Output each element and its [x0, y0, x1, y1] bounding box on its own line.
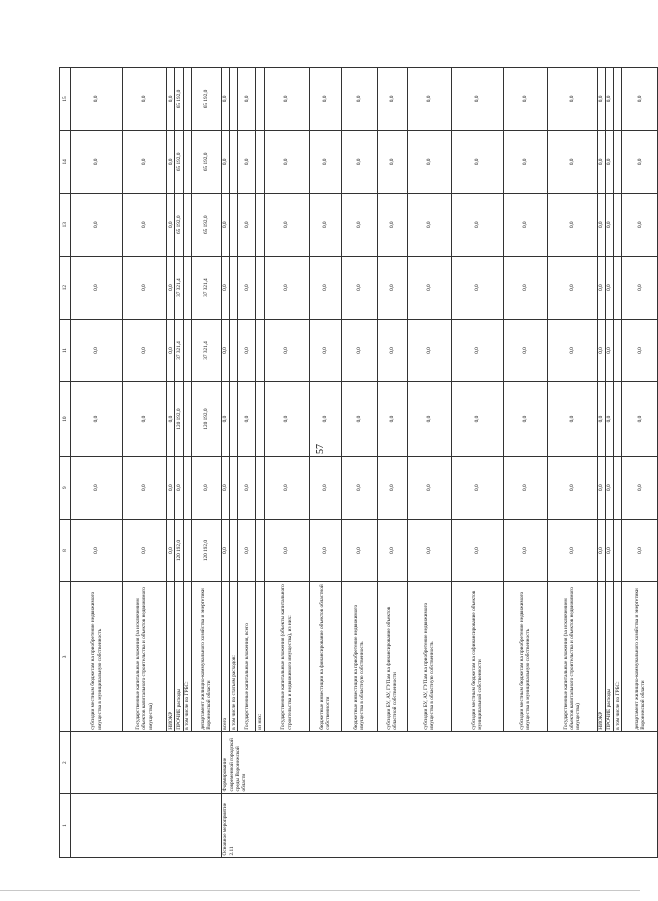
value-cell: 0,0	[175, 456, 183, 519]
value-cell	[183, 68, 191, 131]
value-cell	[230, 256, 238, 319]
expense-type-cell: департамент жилищно-коммунального хозяйства и энергетики Воронежской области	[191, 582, 221, 732]
column-header: 9	[60, 456, 71, 519]
value-cell	[183, 382, 191, 456]
value-cell: 0,0	[597, 456, 605, 519]
value-cell: 0,0	[309, 382, 341, 456]
value-cell	[183, 256, 191, 319]
value-cell	[230, 68, 238, 131]
expense-type-cell: субсидии местным бюджетам на приобретение недвижимого имущества в муниципальную собственность	[71, 582, 123, 732]
value-cell: 0,0	[123, 193, 167, 256]
table-row	[71, 68, 123, 858]
value-cell	[256, 382, 264, 456]
value-cell: 0,0	[547, 382, 597, 456]
value-cell: 0,0	[123, 130, 167, 193]
value-cell: 65 192,0	[191, 130, 221, 193]
value-cell: 0,0	[503, 382, 547, 456]
value-cell: 0,0	[341, 456, 377, 519]
value-cell: 0,0	[605, 193, 613, 256]
value-cell: 0,0	[451, 256, 503, 319]
value-cell: 0,0	[451, 130, 503, 193]
value-cell: 0,0	[221, 256, 229, 319]
value-cell: 65 192,0	[191, 68, 221, 131]
expense-type-cell: в том числе по ГРБС:	[614, 582, 622, 732]
value-cell: 0,0	[221, 68, 229, 131]
value-cell: 65 192,0	[175, 130, 183, 193]
value-cell: 0,0	[377, 130, 407, 193]
value-cell: 0,0	[167, 319, 175, 382]
value-cell: 0,0	[597, 68, 605, 131]
rotated-table-container	[59, 67, 646, 858]
value-cell: 0,0	[622, 68, 658, 131]
value-cell: 37 321,4	[191, 319, 221, 382]
value-cell: 120 192,0	[191, 519, 221, 582]
value-cell: 0,0	[622, 193, 658, 256]
measure-cell	[71, 793, 222, 857]
value-cell: 0,0	[71, 382, 123, 456]
value-cell: 0,0	[547, 130, 597, 193]
value-cell: 0,0	[309, 193, 341, 256]
expense-type-cell: в том числе по ГРБС:	[183, 582, 191, 732]
measure-name-cell: Формирование современной городской среды Воронежской области	[221, 732, 658, 794]
value-cell: 0,0	[503, 130, 547, 193]
value-cell	[183, 319, 191, 382]
value-cell: 0,0	[167, 193, 175, 256]
value-cell: 0,0	[622, 519, 658, 582]
value-cell: 0,0	[71, 456, 123, 519]
expense-type-cell: субсидии БУ, АУ, ГУПам на финансирование объектов областной собственности	[377, 582, 407, 732]
value-cell: 0,0	[309, 319, 341, 382]
value-cell: 0,0	[622, 130, 658, 193]
column-header: 11	[60, 319, 71, 382]
value-cell: 0,0	[407, 519, 451, 582]
value-cell: 120 192,0	[175, 382, 183, 456]
value-cell: 0,0	[597, 319, 605, 382]
column-header: 14	[60, 130, 71, 193]
value-cell: 0,0	[503, 68, 547, 131]
value-cell	[183, 456, 191, 519]
value-cell: 0,0	[605, 256, 613, 319]
expense-type-cell: ПРОЧИЕ расходы	[605, 582, 613, 732]
value-cell: 0,0	[377, 382, 407, 456]
value-cell: 0,0	[264, 130, 309, 193]
value-cell	[614, 256, 622, 319]
value-cell	[256, 193, 264, 256]
expense-type-cell: бюджетные инвестиции на финансирование объектов областной собственности	[309, 582, 341, 732]
value-cell: 0,0	[377, 256, 407, 319]
value-cell: 0,0	[605, 456, 613, 519]
value-cell: 0,0	[503, 193, 547, 256]
expense-type-cell: в том числе по статьям расходов:	[230, 582, 238, 732]
value-cell: 0,0	[238, 68, 256, 131]
value-cell: 0,0	[238, 130, 256, 193]
value-cell: 0,0	[341, 382, 377, 456]
value-cell: 0,0	[191, 456, 221, 519]
value-cell: 0,0	[71, 130, 123, 193]
value-cell: 0,0	[238, 519, 256, 582]
value-cell: 0,0	[605, 382, 613, 456]
value-cell: 0,0	[622, 382, 658, 456]
table-body	[60, 68, 658, 858]
value-cell: 0,0	[605, 319, 613, 382]
value-cell: 120 192,0	[175, 519, 183, 582]
expense-type-cell: субсидии местным бюджетам на софинансирование объектов муниципальной собственности	[451, 582, 503, 732]
expense-type-cell: НИОКР	[167, 582, 175, 732]
value-cell: 0,0	[264, 193, 309, 256]
value-cell: 0,0	[238, 456, 256, 519]
value-cell: 0,0	[238, 319, 256, 382]
value-cell	[256, 456, 264, 519]
value-cell: 0,0	[377, 319, 407, 382]
column-header: 8	[60, 519, 71, 582]
column-header: 1	[60, 793, 71, 857]
value-cell: 0,0	[238, 193, 256, 256]
expense-type-cell: субсидии БУ, АУ, ГУПам на приобретение недвижимого имущества в областную собственность	[407, 582, 451, 732]
expense-type-cell: департамент жилищно-коммунального хозяйства и энергетики Воронежской области	[622, 582, 658, 732]
column-header: 2	[60, 732, 71, 794]
value-cell: 0,0	[221, 382, 229, 456]
value-cell: 0,0	[597, 382, 605, 456]
table-row	[221, 68, 229, 858]
value-cell: 0,0	[377, 519, 407, 582]
value-cell: 0,0	[407, 193, 451, 256]
value-cell: 0,0	[123, 519, 167, 582]
value-cell: 0,0	[407, 319, 451, 382]
value-cell	[183, 193, 191, 256]
value-cell: 0,0	[221, 456, 229, 519]
value-cell: 0,0	[503, 319, 547, 382]
value-cell: 0,0	[167, 130, 175, 193]
value-cell: 0,0	[377, 193, 407, 256]
value-cell: 0,0	[341, 319, 377, 382]
value-cell: 0,0	[622, 256, 658, 319]
expense-type-cell: Государственные капитальные вложения (за исключением объектов капитального строительства и объектов недвижимого имущества)	[547, 582, 597, 732]
value-cell: 0,0	[407, 68, 451, 131]
expense-type-cell: бюджетные инвестиции на приобретение недвижимого имущества в областную собственность	[341, 582, 377, 732]
value-cell: 0,0	[309, 519, 341, 582]
value-cell: 0,0	[167, 68, 175, 131]
value-cell: 0,0	[503, 519, 547, 582]
value-cell: 0,0	[123, 319, 167, 382]
value-cell: 0,0	[167, 519, 175, 582]
value-cell: 0,0	[597, 193, 605, 256]
value-cell: 0,0	[547, 319, 597, 382]
expense-type-cell: Государственные капитальные вложения, всего	[238, 582, 256, 732]
value-cell	[256, 519, 264, 582]
value-cell: 0,0	[238, 256, 256, 319]
value-cell	[256, 130, 264, 193]
value-cell	[614, 382, 622, 456]
expense-type-cell: Государственные капитальные вложения (объекты капитального строительства и недвижимого имущества), из них:	[264, 582, 309, 732]
value-cell: 0,0	[451, 519, 503, 582]
value-cell: 0,0	[309, 130, 341, 193]
value-cell	[614, 456, 622, 519]
value-cell: 0,0	[71, 519, 123, 582]
value-cell: 0,0	[264, 519, 309, 582]
value-cell: 0,0	[407, 256, 451, 319]
value-cell: 0,0	[341, 519, 377, 582]
value-cell: 0,0	[264, 456, 309, 519]
expense-type-cell: из них:	[256, 582, 264, 732]
expense-type-cell: НИОКР	[597, 582, 605, 732]
value-cell	[230, 456, 238, 519]
value-cell: 0,0	[309, 456, 341, 519]
value-cell: 0,0	[503, 256, 547, 319]
value-cell	[256, 256, 264, 319]
measure-cell: Основное мероприятие 2.11	[221, 793, 658, 857]
value-cell: 0,0	[622, 319, 658, 382]
value-cell: 37 321,4	[175, 319, 183, 382]
value-cell: 0,0	[377, 456, 407, 519]
column-header: 10	[60, 382, 71, 456]
expense-type-cell: ПРОЧИЕ расходы	[175, 582, 183, 732]
value-cell: 0,0	[622, 456, 658, 519]
value-cell: 0,0	[451, 382, 503, 456]
value-cell	[614, 193, 622, 256]
expense-type-cell: субсидии местным бюджетам на приобретение недвижимого имущества в муниципальную собственность	[503, 582, 547, 732]
value-cell	[614, 319, 622, 382]
expense-type-cell: всего	[221, 582, 229, 732]
measure-name-cell	[71, 732, 222, 794]
value-cell: 0,0	[451, 68, 503, 131]
value-cell: 0,0	[451, 456, 503, 519]
value-cell: 0,0	[597, 519, 605, 582]
value-cell	[230, 519, 238, 582]
value-cell: 0,0	[605, 130, 613, 193]
value-cell: 0,0	[167, 456, 175, 519]
value-cell	[183, 130, 191, 193]
value-cell: 0,0	[547, 193, 597, 256]
value-cell: 0,0	[123, 456, 167, 519]
value-cell: 0,0	[451, 319, 503, 382]
value-cell: 0,0	[597, 130, 605, 193]
value-cell	[256, 68, 264, 131]
value-cell: 0,0	[167, 382, 175, 456]
value-cell: 0,0	[264, 319, 309, 382]
expense-type-cell: Государственные капитальные вложения (за исключением объектов капитального строительства и объектов недвижимого имущества)	[123, 582, 167, 732]
value-cell: 0,0	[221, 130, 229, 193]
value-cell	[230, 193, 238, 256]
column-header: 12	[60, 256, 71, 319]
footer-rule	[0, 890, 640, 891]
value-cell: 0,0	[264, 256, 309, 319]
value-cell	[230, 382, 238, 456]
value-cell: 0,0	[264, 382, 309, 456]
value-cell	[614, 130, 622, 193]
page-number: 57	[315, 444, 326, 454]
value-cell	[614, 68, 622, 131]
value-cell: 0,0	[123, 382, 167, 456]
column-header: 13	[60, 193, 71, 256]
value-cell: 0,0	[407, 382, 451, 456]
value-cell: 0,0	[71, 68, 123, 131]
column-header: 3	[60, 582, 71, 732]
value-cell: 0,0	[407, 456, 451, 519]
value-cell: 0,0	[341, 193, 377, 256]
value-cell: 0,0	[605, 519, 613, 582]
value-cell: 0,0	[547, 68, 597, 131]
table-header-row	[60, 68, 71, 858]
value-cell: 0,0	[71, 256, 123, 319]
value-cell	[230, 130, 238, 193]
column-header: 15	[60, 68, 71, 131]
value-cell: 0,0	[221, 519, 229, 582]
value-cell: 0,0	[341, 130, 377, 193]
value-cell: 0,0	[547, 456, 597, 519]
value-cell: 0,0	[605, 68, 613, 131]
value-cell: 0,0	[309, 256, 341, 319]
budget-table	[59, 67, 658, 858]
value-cell: 65 192,0	[175, 193, 183, 256]
value-cell: 0,0	[238, 382, 256, 456]
value-cell	[230, 319, 238, 382]
value-cell: 0,0	[597, 256, 605, 319]
value-cell: 0,0	[309, 68, 341, 131]
value-cell	[614, 519, 622, 582]
value-cell: 0,0	[377, 68, 407, 131]
budget-table-sheet	[59, 67, 646, 858]
value-cell: 0,0	[123, 68, 167, 131]
value-cell	[183, 519, 191, 582]
value-cell: 0,0	[71, 319, 123, 382]
value-cell: 0,0	[451, 193, 503, 256]
value-cell: 0,0	[547, 519, 597, 582]
value-cell: 37 321,4	[191, 256, 221, 319]
value-cell: 0,0	[407, 130, 451, 193]
value-cell	[256, 319, 264, 382]
value-cell: 0,0	[341, 256, 377, 319]
value-cell: 0,0	[221, 319, 229, 382]
value-cell: 0,0	[341, 68, 377, 131]
value-cell: 0,0	[503, 456, 547, 519]
value-cell: 120 192,0	[191, 382, 221, 456]
value-cell: 0,0	[264, 68, 309, 131]
value-cell: 0,0	[167, 256, 175, 319]
value-cell: 0,0	[71, 193, 123, 256]
value-cell: 65 192,0	[175, 68, 183, 131]
value-cell: 65 192,0	[191, 193, 221, 256]
value-cell: 0,0	[547, 256, 597, 319]
value-cell: 0,0	[123, 256, 167, 319]
value-cell: 37 321,4	[175, 256, 183, 319]
value-cell: 0,0	[221, 193, 229, 256]
